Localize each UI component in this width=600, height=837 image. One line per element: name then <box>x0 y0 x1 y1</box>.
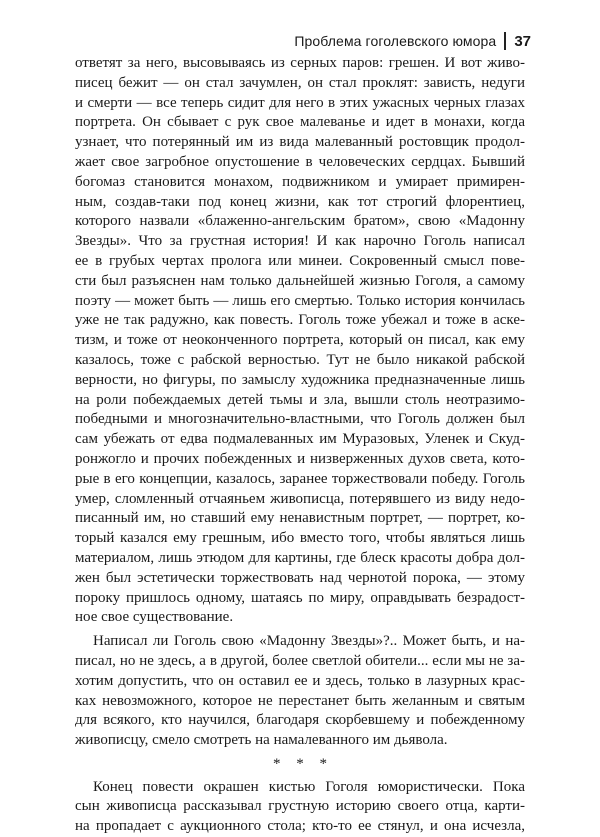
text-line: ронжогло и прочих побежденных и низверженных духов света, кото- <box>75 450 525 467</box>
text-line: ках невозможного, которое не перестанет быть желанным и святым <box>75 692 525 709</box>
text-line: ее в грубых чертах пролога или минеи. Сокровенный смысл пове- <box>75 252 525 269</box>
text-line: верности, но фигуры, по замыслу художника предназначенные лишь <box>75 371 525 388</box>
text-line: жает свое загробное опустошение в человеческих сердцах. Бывший <box>75 153 525 170</box>
text-line: уже не так радужно, как повесть. Гоголь тоже убежал и тоже в аске- <box>75 312 525 329</box>
text-line: торый казался ему грешным, ибо вместо того, чтобы являться лишь <box>75 530 525 547</box>
text-line: жен был эстетически торжествовать над чернотой порока, — этому <box>75 569 525 586</box>
text-line: Звезды». Что за грустная история! И как нарочно Гоголь написал <box>75 233 525 250</box>
text-line: рые в его концепции, казалось, заранее торжествовали победу. Гоголь <box>75 470 525 487</box>
text-line: ное свое существование. <box>75 609 234 626</box>
text-line: победными и многозначительно-властными, что Гоголь должен был <box>75 411 525 428</box>
text-line: сын живописца рассказывал грустную историю своего отца, карти- <box>75 798 525 815</box>
text-line: узнает, что потерянный им из вида малеванный ростовщик продол- <box>75 134 525 151</box>
text-line: для всякого, кто научился, благодаря скорбевшему и побежденному <box>75 712 525 729</box>
running-title: Проблема гоголевского юмора <box>294 33 497 49</box>
paragraph-3 <box>75 778 525 837</box>
section-separator: * * * <box>273 755 333 772</box>
paragraph-1 <box>75 54 525 628</box>
page-number: 37 <box>514 32 531 50</box>
text-line: казалось, тоже с рабской верностью. Тут не было никакой рабской <box>75 351 525 368</box>
body-text <box>75 54 525 837</box>
running-header <box>294 32 531 50</box>
text-line: и смерти — все теперь сидит для него в этих ужасных черных глазах <box>75 94 525 111</box>
text-line: на роли побеждаемых детей тьмы и зла, вышли столь неотразимо- <box>75 391 525 408</box>
text-line: сам убежать от едва подмалеванных им Муразовых, Уленек и Скуд- <box>75 431 525 448</box>
text-line: поэту — может быть — лишь его смертью. Только история кончилась <box>75 292 525 309</box>
text-line: портрета. Он сбывает с рук свое малеванье и идет в монахи, когда <box>75 114 525 131</box>
text-line: Написал ли Гоголь свою «Мадонну Звезды»?.. Может быть, и на- <box>93 633 525 650</box>
text-line: ным, создав-таки под конец жизни, как тот строгий флорентиец, <box>75 193 525 210</box>
text-line: ответят за него, высовываясь из серных паров: грешен. И вот живо- <box>75 55 525 71</box>
text-line: умер, сломленный отчаяньем живописца, потерявшего из виду недо- <box>75 490 525 507</box>
text-line: Конец повести окрашен кистью Гоголя юмористически. Пока <box>93 778 525 795</box>
header-divider <box>504 32 506 50</box>
text-line: писал, но не здесь, а в другой, более светлой обители... если мы не за- <box>75 652 525 669</box>
text-line: пороку пришлось одному, шатаясь по миру, оправдывать безрадост- <box>75 589 525 606</box>
text-line: материалом, лишь этюдом для картины, где блеск красоты добра дол- <box>75 549 525 566</box>
text-line: писец бежит — он стал зачумлен, он стал проклят: зависть, недуги <box>75 74 525 91</box>
text-line: живописцу, смело смотреть на намалеванного им дьявола. <box>75 732 448 749</box>
text-line: тизм, и тоже от неоконченного портрета, который он писал, как ему <box>75 332 525 349</box>
text-line: богомаз становится монахом, подвижником и умирает примирен- <box>75 173 525 190</box>
text-line: которого назвали «блаженно-ангельским братом», свою «Мадонну <box>75 213 525 230</box>
text-line: на пропадает с аукционного стола; кто-то ее стянул, и она исчезла, <box>75 818 525 835</box>
paragraph-2 <box>75 632 525 751</box>
text-line: хотим допустить, что он оставил ее и здесь, только в лазурных крас- <box>75 672 525 689</box>
text-line: писанный им, но ставший ему ненавистным портрет, — портрет, ко- <box>75 510 525 527</box>
text-line: сти был разъяснен нам только дальнейшей жизнью Гоголя, а самому <box>75 272 525 289</box>
